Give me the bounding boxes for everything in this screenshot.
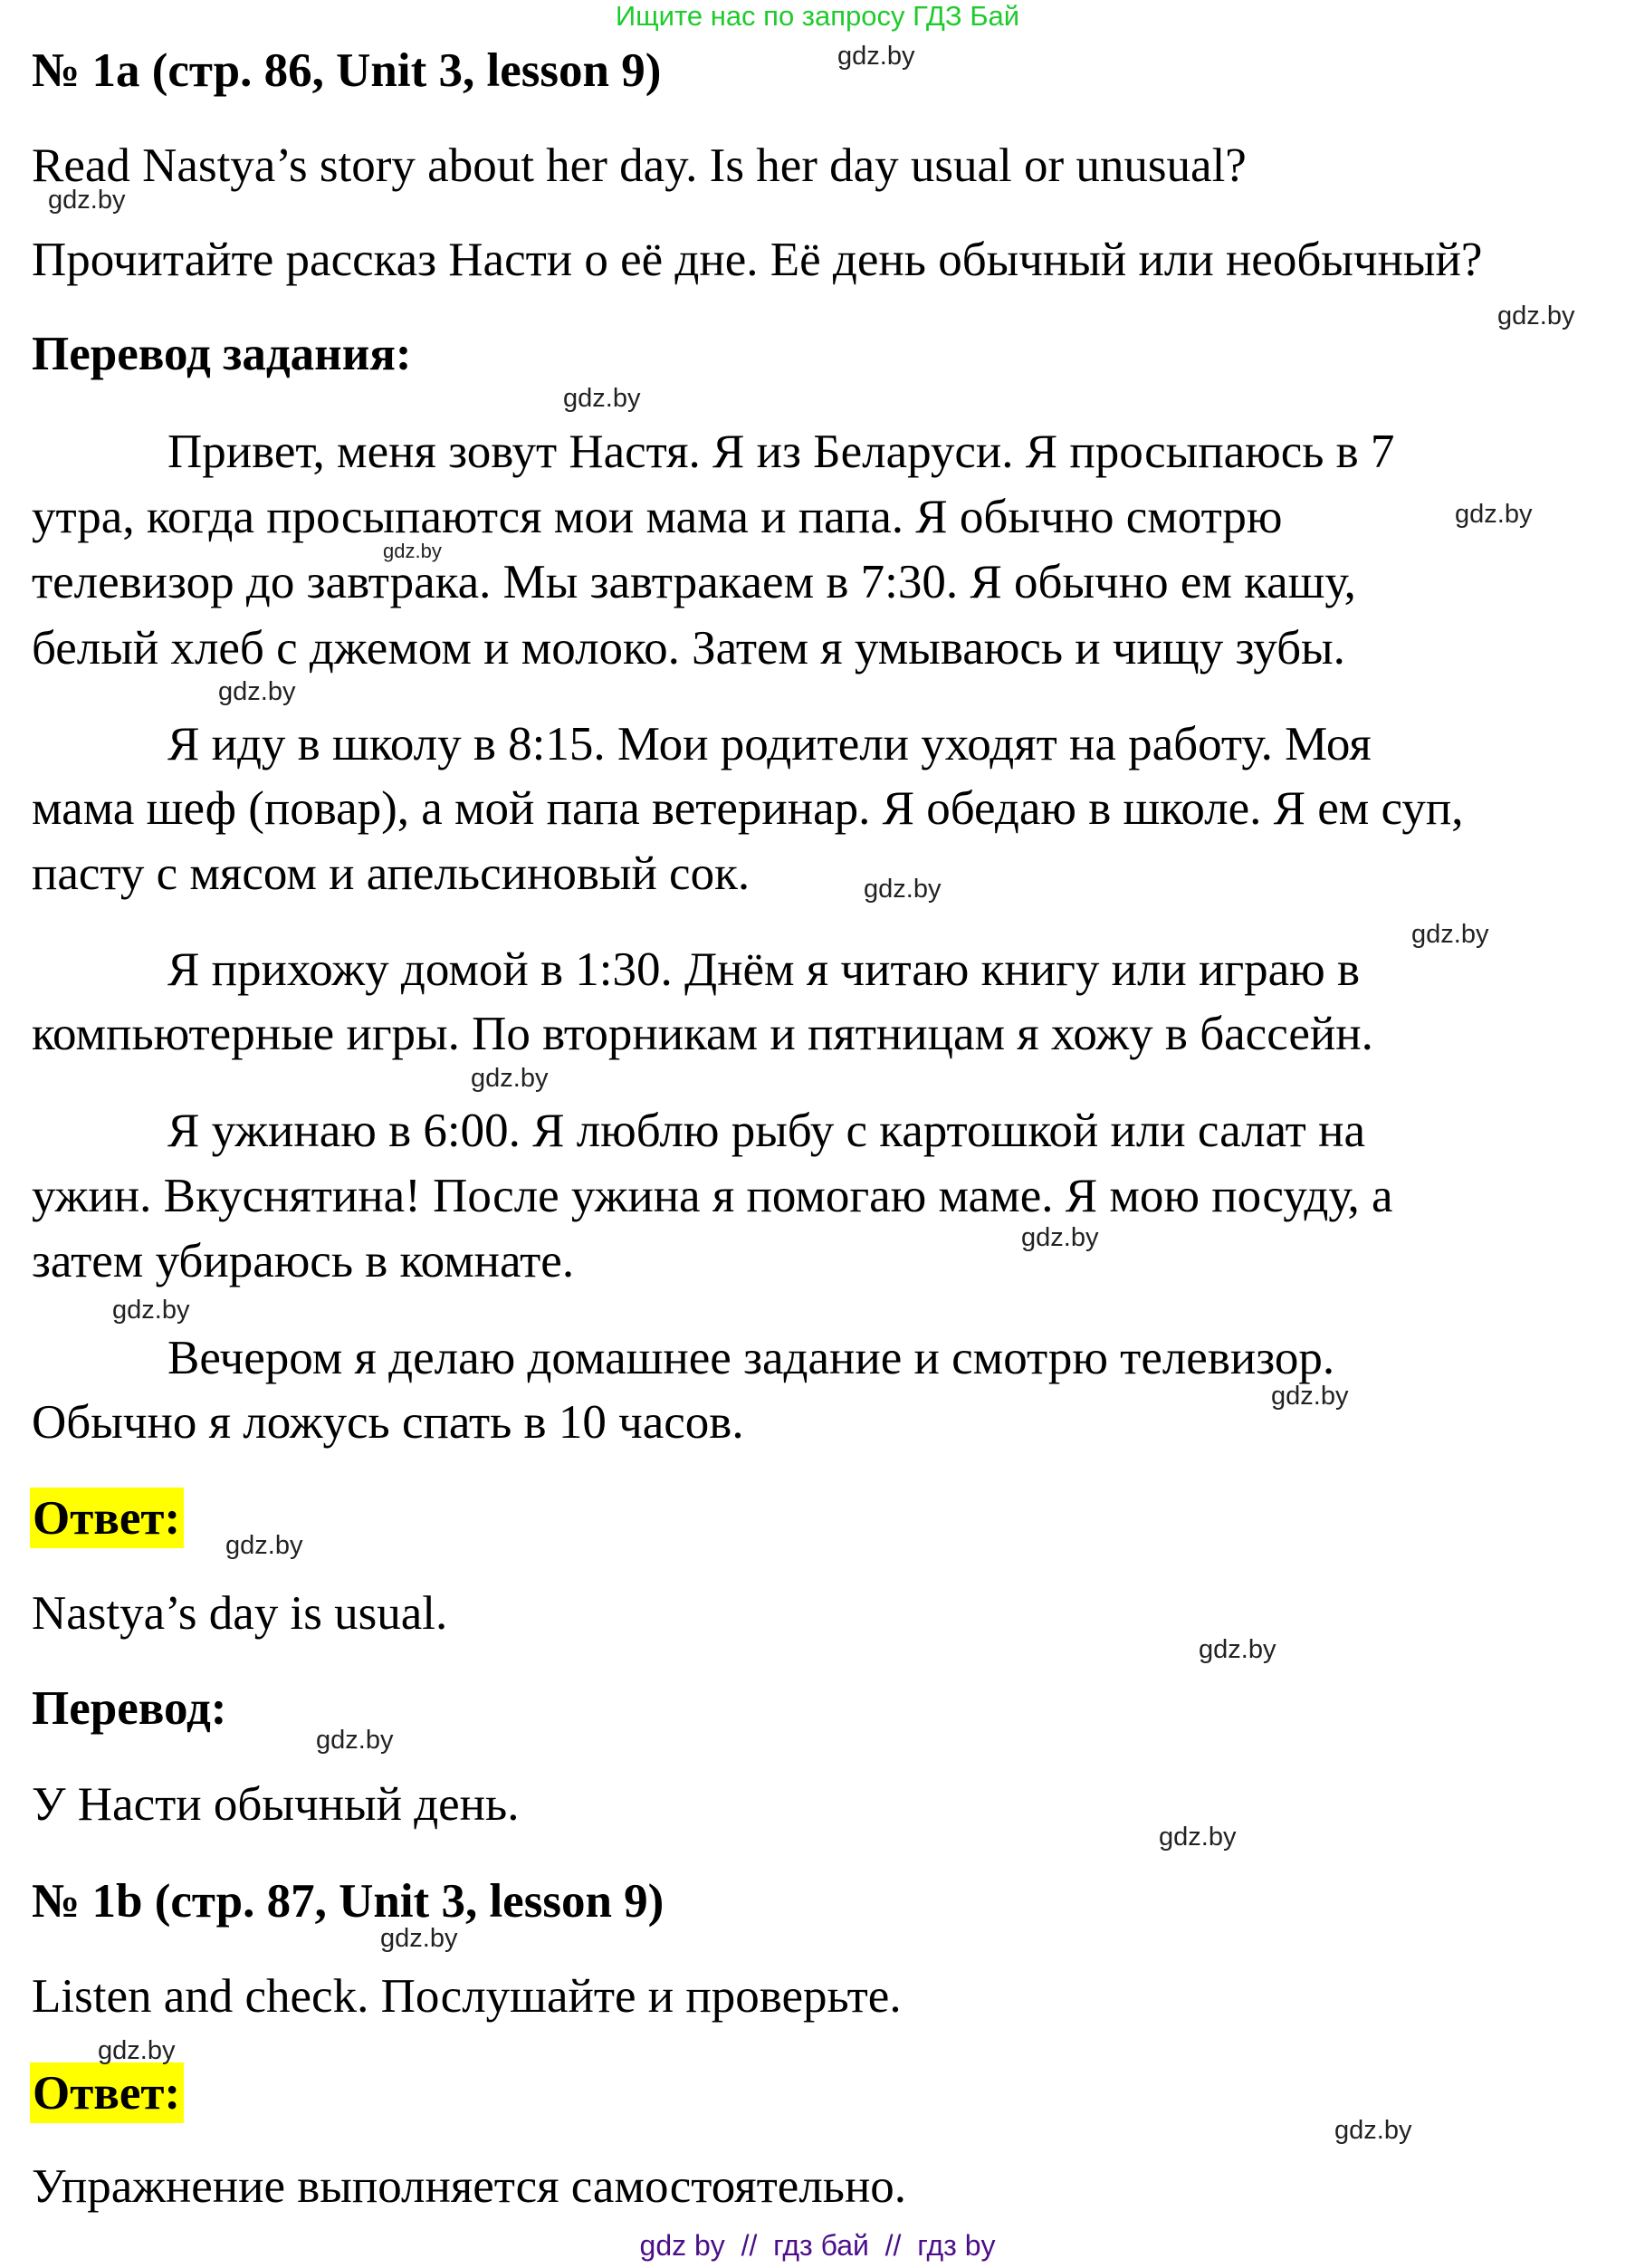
answer-label: Ответ: [30, 2062, 184, 2123]
exercise-1b-heading: № 1b (стр. 87, Unit 3, lesson 9) [32, 1875, 665, 1928]
story-line: Привет, меня зовут Настя. Я из Беларуси. Я просыпаюсь в 7 [167, 426, 1395, 478]
story-line: мама шеф (повар), а мой папа ветеринар. Я обедаю в школе. Я ем суп, [32, 782, 1464, 835]
story-line: белый хлеб с джемом и молоко. Затем я умываюсь и чищу зубы. [32, 622, 1345, 675]
watermark: gdz.by [98, 2036, 176, 2065]
watermark: gdz.by [218, 677, 296, 706]
watermark: gdz.by [380, 1924, 458, 1953]
watermark: gdz.by [1455, 500, 1533, 529]
watermark: gdz.by [1334, 2116, 1412, 2145]
story-line: Вечером я делаю домашнее задание и смотрю телевизор. [167, 1332, 1335, 1384]
story-line: пасту с мясом и апельсиновый сок. [32, 847, 751, 900]
answer-text: Nastya’s day is usual. [32, 1587, 448, 1640]
watermark: gdz.by [112, 1296, 190, 1325]
watermark: gdz.by [1271, 1382, 1349, 1411]
answer-translation-label: Перевод: [32, 1682, 227, 1735]
footer-links[interactable]: gdz by // гдз бай // гдз by [639, 2229, 996, 2262]
story-line: Я прихожу домой в 1:30. Днём я читаю книгу или играю в [167, 943, 1361, 996]
watermark: gdz.by [1199, 1635, 1276, 1664]
watermark: gdz.by [225, 1531, 303, 1560]
watermark: gdz.by [471, 1064, 549, 1093]
story-line: Обычно я ложусь спать в 10 часов. [32, 1396, 744, 1449]
watermark: gdz.by [1159, 1823, 1237, 1852]
watermark: gdz.by [837, 42, 915, 71]
exercise-1b-task: Listen and check. Послушайте и проверьте. [32, 1970, 902, 2023]
story-line: утра, когда просыпаются мои мама и папа. Я обычно смотрю [32, 491, 1283, 543]
watermark: gdz.by [316, 1726, 394, 1755]
story-line: Я иду в школу в 8:15. Мои родители уходят на работу. Моя [167, 718, 1372, 770]
translation-heading: Перевод задания: [32, 328, 412, 380]
exercise-1b-answer: Упражнение выполняется самостоятельно. [32, 2160, 907, 2213]
story-line: Я ужинаю в 6:00. Я люблю рыбу с картошкой или салат на [167, 1105, 1365, 1157]
watermark: gdz.by [48, 186, 126, 215]
watermark: gdz.by [383, 540, 442, 562]
task-russian: Прочитайте рассказ Насти о её дне. Её день обычный или необычный? [32, 234, 1483, 286]
watermark: gdz.by [1021, 1223, 1099, 1252]
watermark: gdz.by [1411, 920, 1489, 949]
watermark: gdz.by [864, 875, 942, 904]
answer-label: Ответ: [30, 1488, 184, 1548]
story-line: телевизор до завтрака. Мы завтракаем в 7:30. Я обычно ем кашу, [32, 556, 1356, 608]
site-banner: Ищите нас по запросу ГДЗ Бай [615, 0, 1020, 32]
story-line: компьютерные игры. По вторникам и пятницам я хожу в бассейн. [32, 1008, 1373, 1060]
story-line: затем убираюсь в комнате. [32, 1235, 575, 1287]
task-english: Read Nastya’s story about her day. Is her day usual or unusual? [32, 139, 1247, 192]
watermark: gdz.by [1497, 301, 1575, 330]
exercise-1a-heading: № 1a (стр. 86, Unit 3, lesson 9) [32, 44, 662, 97]
story-line: ужин. Вкуснятина! После ужина я помогаю маме. Я мою посуду, а [32, 1170, 1393, 1222]
watermark: gdz.by [563, 384, 641, 413]
answer-translation: У Насти обычный день. [32, 1778, 520, 1831]
